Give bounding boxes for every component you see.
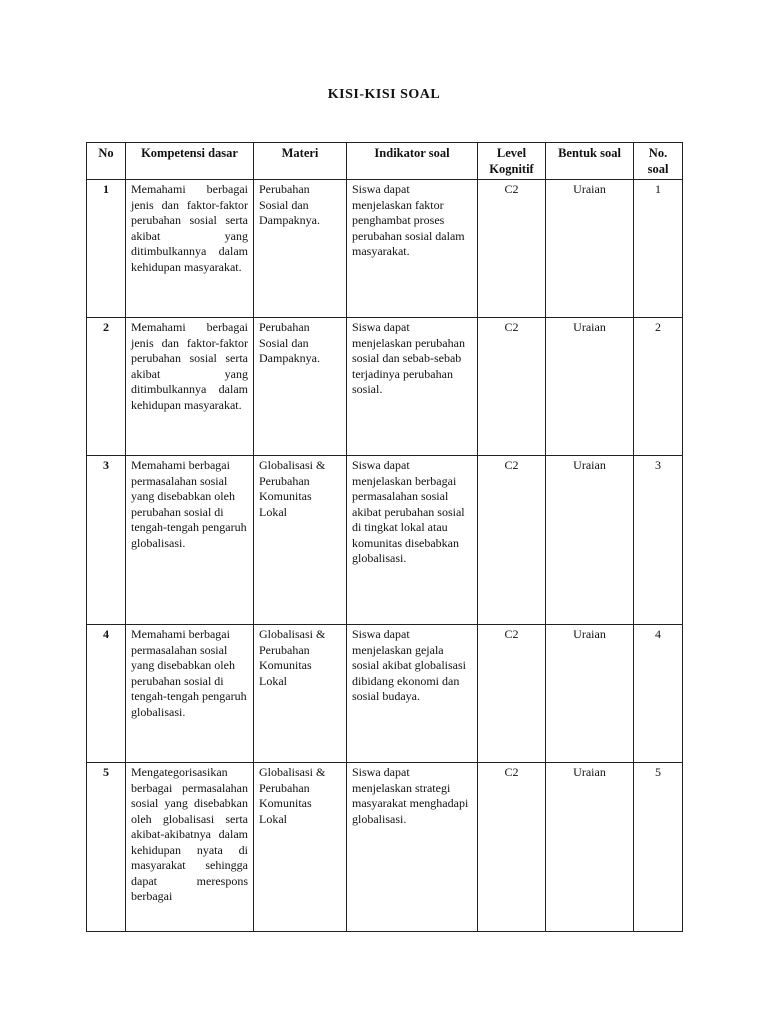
- level-cell: C2: [478, 763, 546, 932]
- no-soal-cell: 5: [634, 763, 683, 932]
- kompetensi-cell: Memahami berbagai permasalahan sosial yang disebabkan oleh perubahan sosial di tengah-tengah pengaruh globalisasi.: [126, 456, 254, 625]
- bentuk-cell: Uraian: [546, 456, 634, 625]
- header-indikator: Indikator soal: [347, 143, 478, 180]
- no-soal-cell: 4: [634, 625, 683, 763]
- materi-cell: Perubahan Sosial dan Dampaknya.: [254, 180, 347, 318]
- document-title: KISI-KISI SOAL: [327, 87, 441, 102]
- table-row: [87, 456, 683, 625]
- header-materi: Materi: [254, 143, 347, 180]
- bentuk-cell: Uraian: [546, 763, 634, 932]
- level-cell: C2: [478, 180, 546, 318]
- kompetensi-cell: Memahami berbagai permasalahan sosial yang disebabkan oleh perubahan sosial di tengah-tengah pengaruh globalisasi.: [126, 625, 254, 763]
- header-row: [87, 143, 683, 180]
- materi-cell: Globalisasi & Perubahan Komunitas Lokal: [254, 763, 347, 932]
- bentuk-cell: Uraian: [546, 318, 634, 456]
- header-no-soal: No. soal: [634, 143, 683, 180]
- no-soal-cell: 1: [634, 180, 683, 318]
- level-cell: C2: [478, 625, 546, 763]
- no-soal-cell: 2: [634, 318, 683, 456]
- level-cell: C2: [478, 456, 546, 625]
- table-row: [87, 180, 683, 318]
- indikator-cell: Siswa dapat menjelaskan berbagai permasalahan sosial akibat perubahan sosial di tingkat lokal atau komunitas disebabkan globalisasi.: [347, 456, 478, 625]
- kompetensi-cell: Mengategorisasikan berbagai permasalahan sosial yang disebabkan oleh globalisasi serta akibat-akibatnya dalam kehidupan nyata di masyarakat sehingga dapat merespons berbagai: [126, 763, 254, 932]
- materi-cell: Globalisasi & Perubahan Komunitas Lokal: [254, 625, 347, 763]
- row-number: 2: [87, 318, 126, 456]
- indikator-cell: Siswa dapat menjelaskan faktor penghambat proses perubahan sosial dalam masyarakat.: [347, 180, 478, 318]
- row-number: 1: [87, 180, 126, 318]
- materi-cell: Perubahan Sosial dan Dampaknya.: [254, 318, 347, 456]
- bentuk-cell: Uraian: [546, 625, 634, 763]
- materi-cell: Globalisasi & Perubahan Komunitas Lokal: [254, 456, 347, 625]
- kisi-kisi-table: [86, 142, 683, 932]
- bentuk-cell: Uraian: [546, 180, 634, 318]
- header-kompetensi: Kompetensi dasar: [126, 143, 254, 180]
- row-number: 4: [87, 625, 126, 763]
- indikator-cell: Siswa dapat menjelaskan strategi masyarakat menghadapi globalisasi.: [347, 763, 478, 932]
- row-number: 5: [87, 763, 126, 932]
- table-row: [87, 625, 683, 763]
- no-soal-cell: 3: [634, 456, 683, 625]
- table-row: [87, 318, 683, 456]
- kompetensi-cell: Memahami berbagai jenis dan faktor-faktor perubahan sosial serta akibat yang ditimbulkannya dalam kehidupan masyarakat.: [126, 180, 254, 318]
- header-bentuk: Bentuk soal: [546, 143, 634, 180]
- kompetensi-cell: Memahami berbagai jenis dan faktor-faktor perubahan sosial serta akibat yang ditimbulkannya dalam kehidupan masyarakat.: [126, 318, 254, 456]
- indikator-cell: Siswa dapat menjelaskan perubahan sosial dan sebab-sebab terjadinya perubahan sosial.: [347, 318, 478, 456]
- header-level: Level Kognitif: [478, 143, 546, 180]
- table-row: [87, 763, 683, 932]
- header-no: No: [87, 143, 126, 180]
- row-number: 3: [87, 456, 126, 625]
- indikator-cell: Siswa dapat menjelaskan gejala sosial akibat globalisasi dibidang ekonomi dan sosial budaya.: [347, 625, 478, 763]
- level-cell: C2: [478, 318, 546, 456]
